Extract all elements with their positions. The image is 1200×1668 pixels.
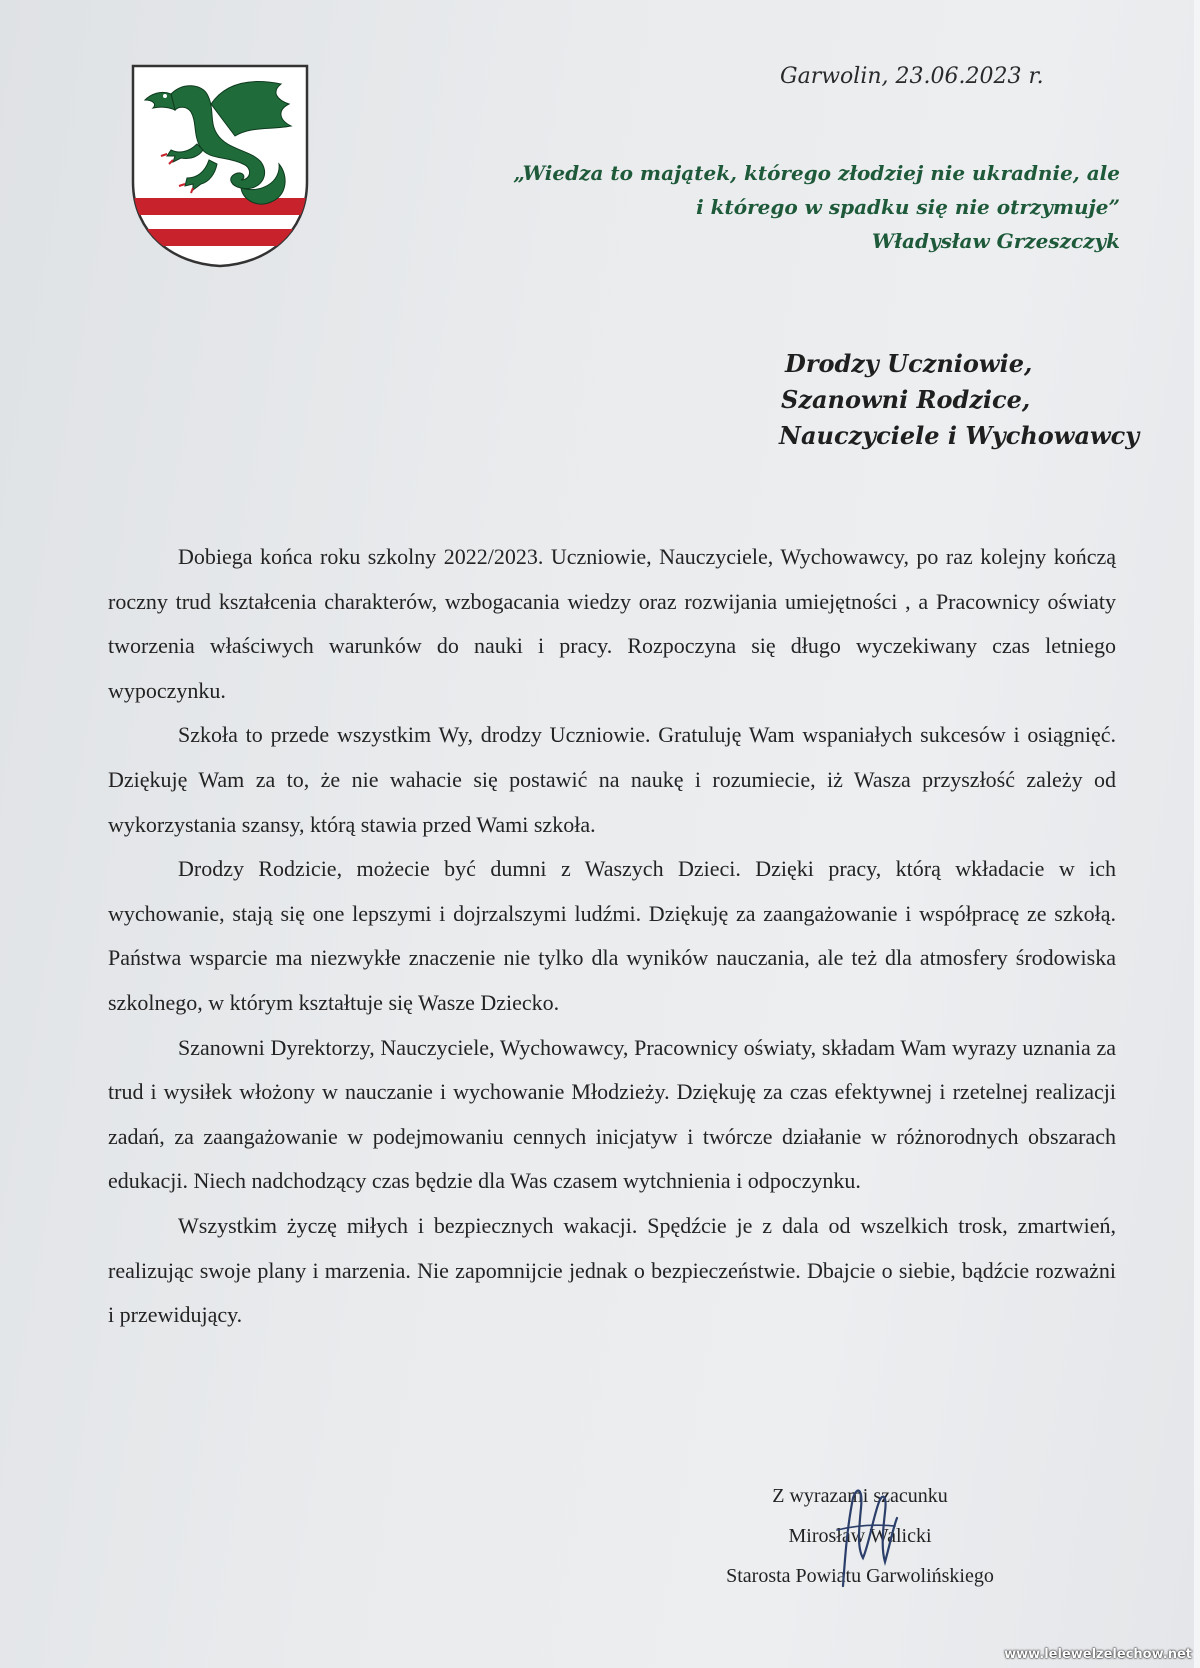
greeting-line-1: Drodzy Uczniowie, xyxy=(785,349,1033,378)
page-edge xyxy=(1194,0,1200,1668)
motto-line-2: i którego w spadku się nie otrzymuje” xyxy=(696,195,1120,219)
paragraph-3: Drodzy Rodzicie, możecie być dumni z Waszych Dzieci. Dzięki pracy, którą wkładacie w ich wychowanie, stają się one lepszymi i dojrzalszymi ludźmi. Dziękuję za zaangażowanie i współpracę ze szkołą. Państwa wsparcie ma niezwykłe znaczenie nie tylko dla wyników nauczania, ale też dla atmosfery środowiska szkolnego, w którym kształtuje się Wasze Dziecko. xyxy=(108,856,1116,1015)
signer-title: Starosta Powiatu Garwolińskiego xyxy=(726,1565,994,1587)
motto-line-1: „Wiedza to majątek, którego złodziej nie ukradnie, ale xyxy=(513,161,1120,185)
crest-stripe-red-2 xyxy=(131,229,309,246)
motto-quote xyxy=(420,156,1120,258)
signer-name: Mirosław Walicki xyxy=(788,1525,932,1547)
place-and-date: Garwolin, 23.06.2023 r. xyxy=(780,64,1044,89)
paragraph-5: Wszystkim życzę miłych i bezpiecznych wakacji. Spędźcie je z dala od wszelkich trosk, zmartwień, realizując swoje plany i marzenia. Nie zapomnijcie jednak o bezpieczeństwie. Dbajcie o siebie, bądźcie rozważni i przewidujący. xyxy=(108,1212,1116,1328)
paragraph-1: Dobiega końca roku szkolny 2022/2023. Uczniowie, Nauczyciele, Wychowawcy, po raz kolejny kończą roczny trud kształcenia charakterów, wzbogacania wiedzy oraz rozwijania umiejętności , a Pracownicy oświaty tworzenia właściwych warunków do nauki i pracy. Rozpoczyna się długo wyczekiwany czas letniego wypoczynku. xyxy=(108,544,1116,703)
motto-author: Władysław Grzeszczyk xyxy=(871,229,1120,253)
greeting xyxy=(779,346,1165,454)
handwritten-signature xyxy=(823,1478,913,1590)
paragraph-4: Szanowni Dyrektorzy, Nauczyciele, Wychowawcy, Pracownicy oświaty, składam Wam wyrazy uznania za trud i wysiłek włożony w nauczanie i wychowanie Młodzieży. Dziękuję za czas efektywnej i rzetelnej realizacji zadań, za zaangażowanie w podejmowaniu cennych inicjatyw i twórcze działanie w różnorodnych obszarach edukacji. Niech nadchodzący czas będzie dla Was czasem wytchnienia i odpoczynku. xyxy=(108,1034,1116,1194)
closing-salutation: Z wyrazami szacunku xyxy=(772,1485,948,1507)
greeting-line-3: Nauczyciele i Wychowawcy xyxy=(779,421,1140,450)
crest-stripe-red-1 xyxy=(131,198,309,215)
paragraph-2: Szkoła to przede wszystkim Wy, drodzy Uczniowie. Gratuluję Wam wspaniałych sukcesów i osiągnięć. Dziękuję Wam za to, że nie wahacie się postawić na naukę i rozumiecie, iż Wasza przyszłość zależy od wykorzystania szansy, którą stawia przed Wami szkoła. xyxy=(108,722,1116,837)
coat-of-arms xyxy=(131,64,309,268)
site-watermark: www.lelewelzelechow.net xyxy=(1004,1647,1192,1662)
greeting-line-2: Szanowni Rodzice, xyxy=(781,385,1031,414)
letter-body xyxy=(108,535,1116,1338)
dragon-eye xyxy=(163,94,167,98)
